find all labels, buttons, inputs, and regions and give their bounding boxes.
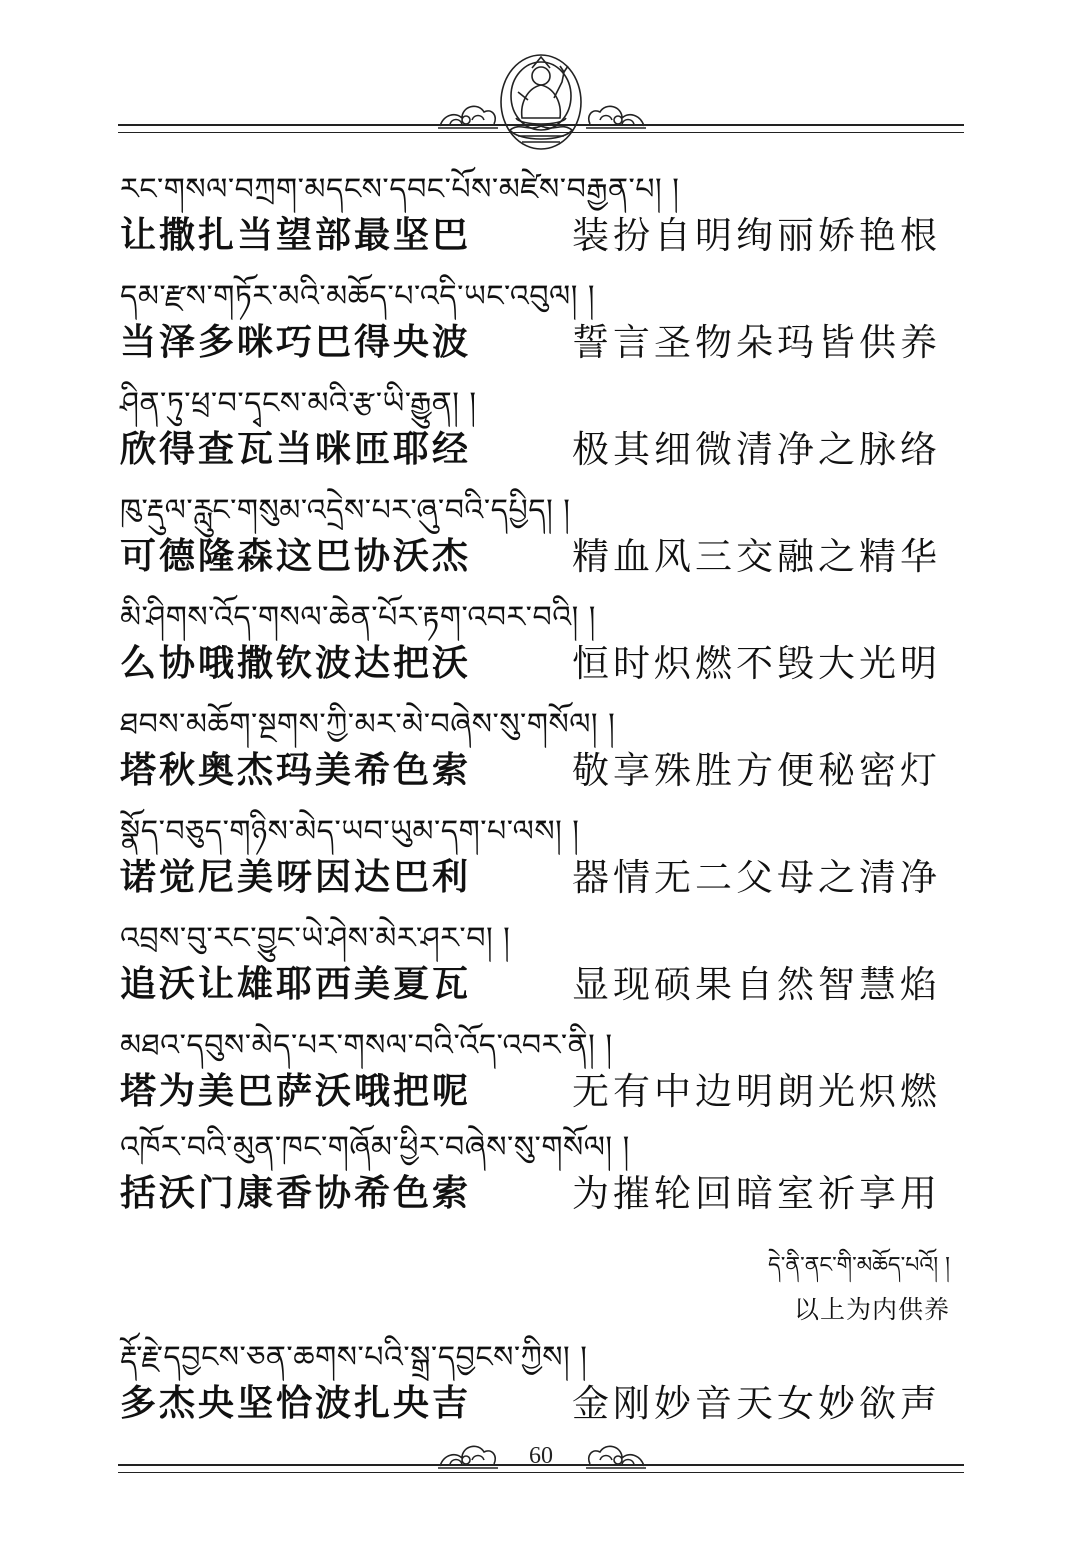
- chinese-translation: 恒时炽燃不毁大光明: [572, 642, 941, 685]
- header-rule: [118, 124, 964, 126]
- chinese-translation: 为摧轮回暗室祈享用: [572, 1172, 941, 1215]
- tibetan-line: འཁོར་བའི་མུན་ཁང་གཞོམ་ཕྱིར་བཞེས་སུ་གསོལ། །: [120, 1130, 630, 1165]
- transliteration-line: 可德隆森这巴协沃杰: [120, 536, 472, 577]
- footer-rule: [118, 1464, 964, 1466]
- tibetan-line: སྣོད་བཅུད་གཉིས་མེད་ཡབ་ཡུམ་དག་པ་ལས། །: [120, 814, 580, 849]
- chinese-translation: 显现硕果自然智慧焰: [572, 963, 941, 1006]
- transliteration-line: 追沃让雄耶西美夏瓦: [120, 964, 472, 1005]
- transliteration-line: 么协哦撒钦波达把沃: [120, 643, 472, 684]
- tibetan-line: རྡོ་རྗེ་དབྱངས་ཅན་ཆགས་པའི་སྒྲ་དབྱངས་ཀྱིས། །: [120, 1340, 588, 1375]
- tibetan-line: འབྲས་བུ་རང་བྱུང་ཡེ་ཤེས་མེར་ཤར་བ། །: [120, 921, 511, 956]
- padmasambhava-figure-icon: [498, 52, 584, 152]
- chinese-translation: 誓言圣物朵玛皆供养: [572, 321, 941, 364]
- transliteration-line: 括沃门康香协希色索: [120, 1173, 472, 1214]
- transliteration-line: 诺觉尼美呀因达巴利: [120, 857, 472, 898]
- transliteration-line: 塔秋奥杰玛美希色索: [120, 750, 472, 791]
- chinese-translation: 敬享殊胜方便秘密灯: [572, 749, 941, 792]
- chinese-translation: 无有中边明朗光炽燃: [572, 1070, 941, 1113]
- transliteration-line: 当泽多咪巧巴得央波: [120, 322, 472, 363]
- transliteration-line: 欣得查瓦当咪匝耶经: [120, 429, 472, 470]
- tibetan-line: ཐབས་མཆོག་སྔགས་ཀྱི་མར་མེ་བཞེས་སུ་གསོལ། །: [120, 707, 616, 742]
- footer-rule-thin: [118, 1472, 964, 1473]
- section-end-chinese: 以上为内供养: [793, 1295, 950, 1324]
- transliteration-line: 塔为美巴萨沃哦把呢: [120, 1071, 472, 1112]
- chinese-translation: 金刚妙音天女妙欲声: [572, 1382, 941, 1425]
- chinese-translation: 器情无二父母之清净: [572, 856, 941, 899]
- header-rule-thin: [118, 132, 964, 133]
- tibetan-line: རང་གསལ་བཀྲག་མདངས་དབང་པོས་མཛེས་བརྒྱན་པ། །: [120, 172, 680, 207]
- tibetan-line: མཐའ་དབུས་མེད་པར་གསལ་བའི་འོད་འབར་ནི། །: [120, 1028, 613, 1063]
- chinese-translation: 极其细微清净之脉络: [572, 428, 941, 471]
- chinese-translation: 装扮自明绚丽娇艳根: [572, 214, 941, 257]
- transliteration-line: 让撒扎当望部最坚巴: [120, 215, 472, 256]
- page-number: 60: [529, 1443, 553, 1469]
- cloud-scroll-icon: [436, 1436, 500, 1477]
- tibetan-line: དམ་རྫས་གཏོར་མའི་མཆོད་པ་འདི་ཡང་འབུལ། །: [120, 279, 596, 314]
- section-end-tibetan: དེ་ནི་ནང་གི་མཆོད་པའོ། །: [768, 1253, 950, 1278]
- transliteration-line: 多杰央坚恰波扎央吉: [120, 1383, 472, 1424]
- cloud-scroll-icon: [436, 96, 500, 137]
- cloud-scroll-icon: [584, 1436, 648, 1477]
- cloud-scroll-icon: [584, 96, 648, 137]
- tibetan-line: ཤིན་ཏུ་ཕྲ་བ་དྭངས་མའི་རྩ་ཡི་རྒྱུན། །: [120, 386, 477, 421]
- tibetan-line: ཁུ་རྡུལ་རླུང་གསུམ་འདྲེས་པར་ཞུ་བའི་དཔྱིད། །: [120, 493, 571, 528]
- tibetan-line: མི་ཤིགས་འོད་གསལ་ཆེན་པོར་རྟག་འབར་བའི། །: [120, 600, 596, 635]
- chinese-translation: 精血风三交融之精华: [572, 535, 941, 578]
